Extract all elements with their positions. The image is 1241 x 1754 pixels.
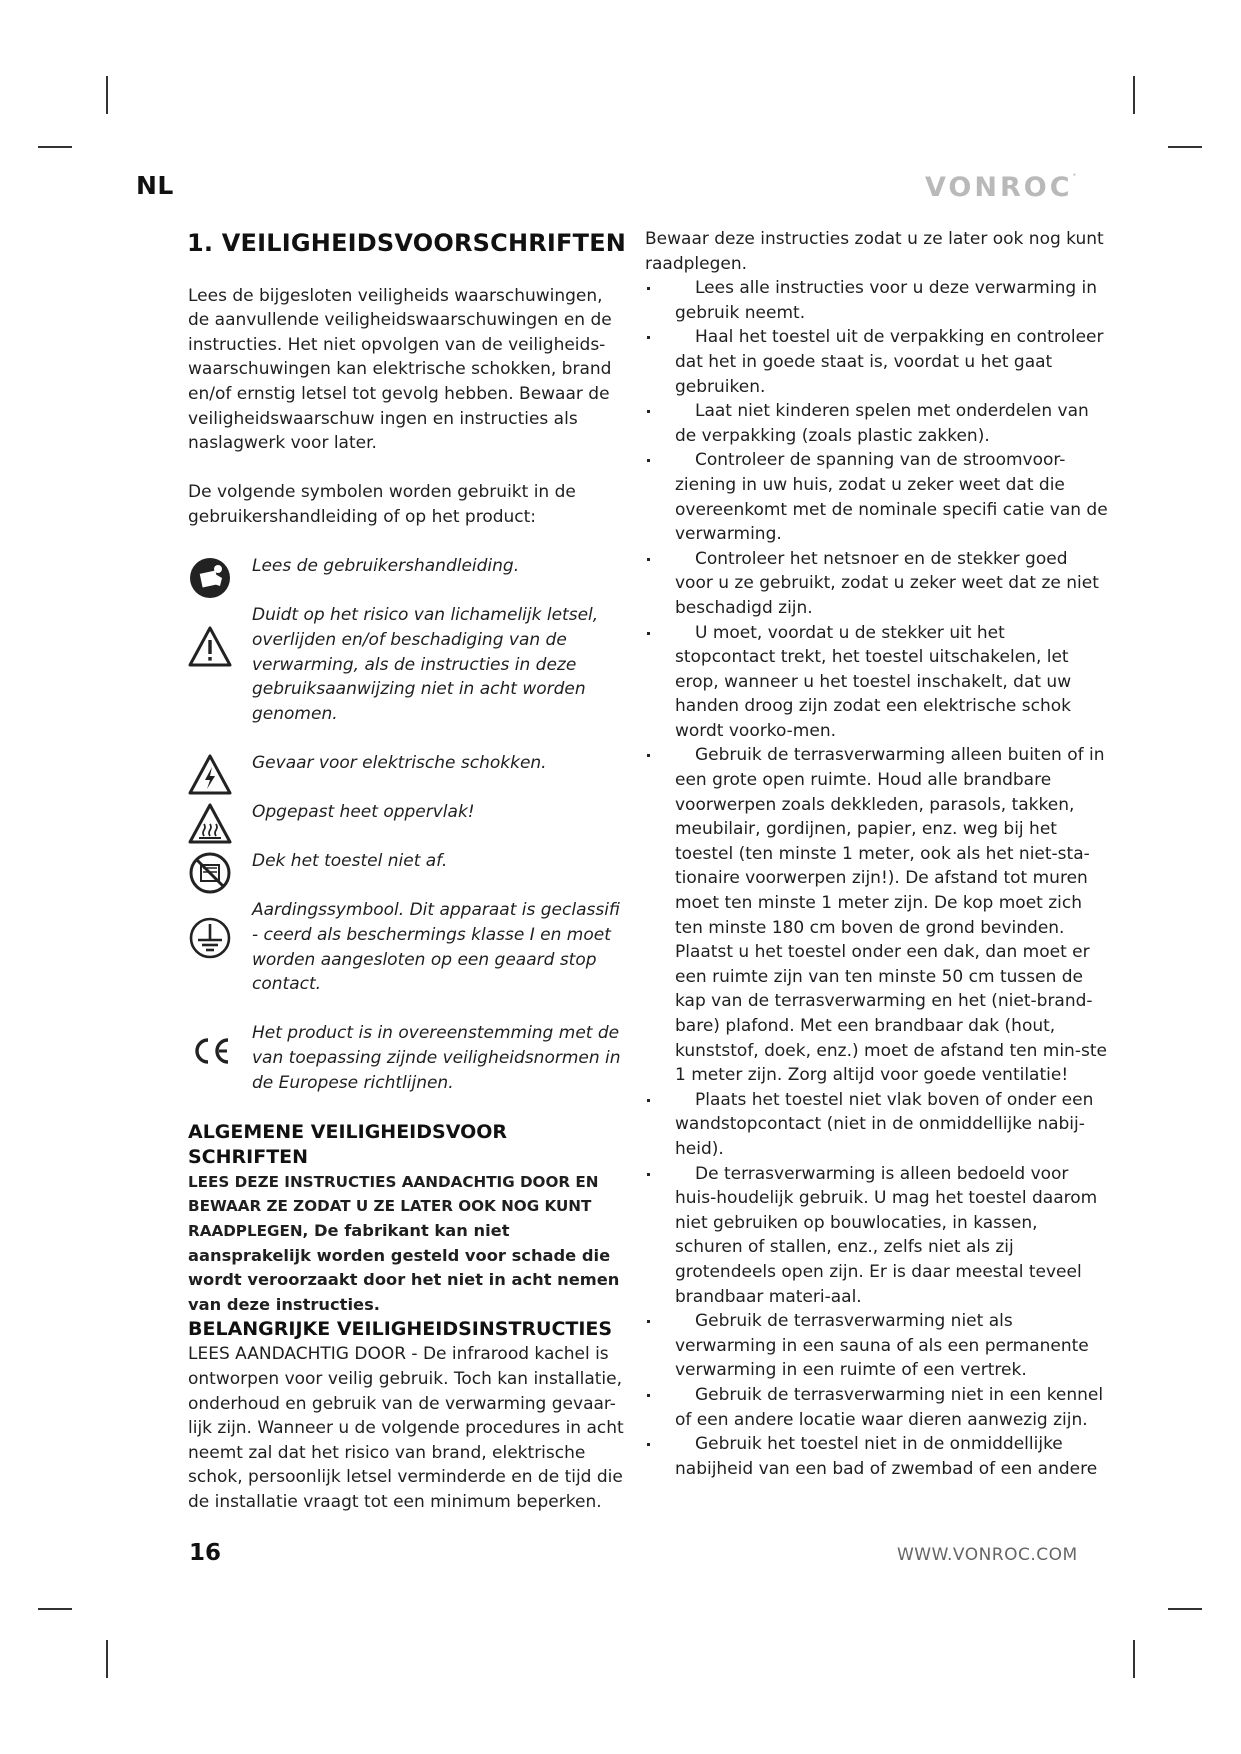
symbol-manual: Lees de gebruikershandleiding.	[188, 554, 628, 579]
crop-mark	[1168, 1608, 1202, 1610]
symbol-warning: Duidt op het risico van lichamelijk letsel, overlijden en/of beschadiging van de verwarming, als de instructies in deze gebruiksaanwijzing niet in acht worden genomen.	[188, 603, 628, 726]
important-heading: BELANGRIJKE VEILIGHEIDSINSTRUCTIES	[188, 1318, 613, 1341]
symbol-electric-shock: Gevaar voor elektrische schokken.	[188, 751, 628, 776]
manual-icon	[188, 556, 232, 600]
crop-mark	[1133, 76, 1135, 114]
list-item: Plaats het toestel niet vlak boven of onder een wandstopcontact (niet in de onmiddellijke nabij-heid).	[645, 1088, 1110, 1162]
list-item: U moet, voordat u de stekker uit het stopcontact trekt, het toestel uitschakelen, let erop, wanneer u het toestel inschakelt, dat uw handen droog zijn zodat een elektrische schok wordt voorko-men.	[645, 621, 1110, 744]
ce-icon	[188, 1029, 232, 1073]
symbol-ce: Het product is in overeenstemming met de van toepassing zijnde veiligheidsnormen in de Europese richtlijnen.	[188, 1021, 628, 1095]
crop-mark	[1168, 146, 1202, 148]
crop-mark	[106, 1640, 108, 1678]
language-code: NL	[136, 171, 174, 200]
symbol-earth: Aardingssymbool. Dit apparaat is geclassifi - ceerd als beschermings klasse I en moet worden aangesloten op een geaard stop contact.	[188, 898, 628, 996]
electric-shock-icon	[188, 753, 232, 797]
instruction-list	[645, 276, 1110, 1481]
website-url: WWW.VONROC.COM	[897, 1545, 1078, 1565]
intro-paragraph: Lees de bijgesloten veiligheids waarschuwingen, de aanvullende veiligheidswaarschuwingen en de instructies. Het niet opvolgen van de veiligheids-waarschuwingen kan elektrische schokken, brand en/of ernstig letsel tot gevolg hebben. Bewaar de veiligheidswaarschuw ingen en instructies als naslagwerk voor later.	[188, 285, 612, 454]
symbol-do-not-cover: Dek het toestel niet af.	[188, 849, 628, 874]
hot-surface-icon	[188, 802, 232, 846]
right-column	[645, 227, 1110, 1481]
list-item: Laat niet kinderen spelen met onderdelen van de verpakking (zoals plastic zakken).	[645, 399, 1110, 448]
right-intro: Bewaar deze instructies zodat u ze later ook nog kunt raadplegen.	[645, 229, 1104, 274]
list-item: De terrasverwarming is alleen bedoeld voor huis-houdelijk gebruik. U mag het toestel daarom niet gebruiken op bouwlocaties, in kassen, schuren of stallen, enz., zelfs niet als zij grotendeels open zijn. Er is daar meestal teveel brandbaar materi-aal.	[645, 1162, 1110, 1310]
list-item: Controleer het netsnoer en de stekker goed voor u ze gebruikt, zodat u zeker weet dat ze niet beschadigd zijn.	[645, 547, 1110, 621]
list-item: Gebruik de terrasverwarming alleen buiten of in een grote open ruimte. Houd alle brandbare voorwerpen zoals dekkleden, parasols, takken, meubilair, gordijnen, papier, enz. weg bij het toestel (ten minste 1 meter, ook als het niet-sta-tionaire voorwerpen zijn!). De afstand tot muren moet ten minste 1 meter zijn. De kop moet zich ten minste 180 cm boven de grond bevinden. Plaatst u het toestel onder een dak, dan moet er een ruimte zijn van ten minste 50 cm tussen de kap van de terrasverwarming en het (niet-brand-bare) plafond. Met een brandbaar dak (hout, kunststof, doek, enz.) moet de afstand ten min-ste 1 meter zijn. Zorg altijd voor goede ventilatie!	[645, 743, 1110, 1087]
crop-mark	[38, 146, 72, 148]
crop-mark	[106, 76, 108, 114]
crop-mark	[38, 1608, 72, 1610]
list-item: Gebruik het toestel niet in de onmiddellijke nabijheid van een bad of zwembad of een andere	[645, 1432, 1110, 1481]
section-heading: 1. VEILIGHEIDSVOORSCHRIFTEN	[187, 229, 627, 257]
general-heading: ALGEMENE VEILIGHEIDSVOOR SCHRIFTEN	[188, 1120, 508, 1168]
symbols-intro: De volgende symbolen worden gebruikt in de gebruikershandleiding of op het product:	[188, 482, 576, 527]
brand-logo: VONROC·	[925, 170, 1077, 203]
crop-mark	[1133, 1640, 1135, 1678]
list-item: Haal het toestel uit de verpakking en controleer dat het in goede staat is, voordat u het gaat gebruiken.	[645, 325, 1110, 399]
warning-icon	[188, 625, 232, 669]
page-number: 16	[189, 1540, 222, 1566]
important-paragraph: LEES AANDACHTIG DOOR - De infrarood kachel is ontworpen voor veilig gebruik. Toch kan installatie, onderhoud en gebruik van de verwarming gevaar-lijk zijn. Wanneer u de volgende procedures in acht neemt zal dat het risico van brand, elektrische schok, persoonlijk letsel verminderde en de tijd die de installatie vraagt tot een minimum beperken.	[188, 1344, 624, 1512]
do-not-cover-icon	[188, 851, 232, 895]
left-column	[188, 227, 628, 1515]
earth-icon	[188, 916, 232, 960]
list-item: Lees alle instructies voor u deze verwarming in gebruik neemt.	[645, 276, 1110, 325]
general-paragraph: LEES DEZE INSTRUCTIES AANDACHTIG DOOR EN BEWAAR ZE ZODAT U ZE LATER OOK NOG KUNT RAADPLEGEN, De fabrikant kan niet aansprakelijk worden gesteld voor schade die wordt veroorzaakt door het niet in acht nemen van deze instructies.	[188, 1172, 620, 1314]
symbol-hot-surface: Opgepast heet oppervlak!	[188, 800, 628, 825]
list-item: Gebruik de terrasverwarming niet in een kennel of een andere locatie waar dieren aanwezig zijn.	[645, 1383, 1110, 1432]
list-item: Controleer de spanning van de stroomvoor-ziening in uw huis, zodat u zeker weet dat die overeenkomt met de nominale specifi catie van de verwarming.	[645, 448, 1110, 546]
list-item: Gebruik de terrasverwarming niet als verwarming in een sauna of als een permanente verwarming in een ruimte of een vertrek.	[645, 1309, 1110, 1383]
